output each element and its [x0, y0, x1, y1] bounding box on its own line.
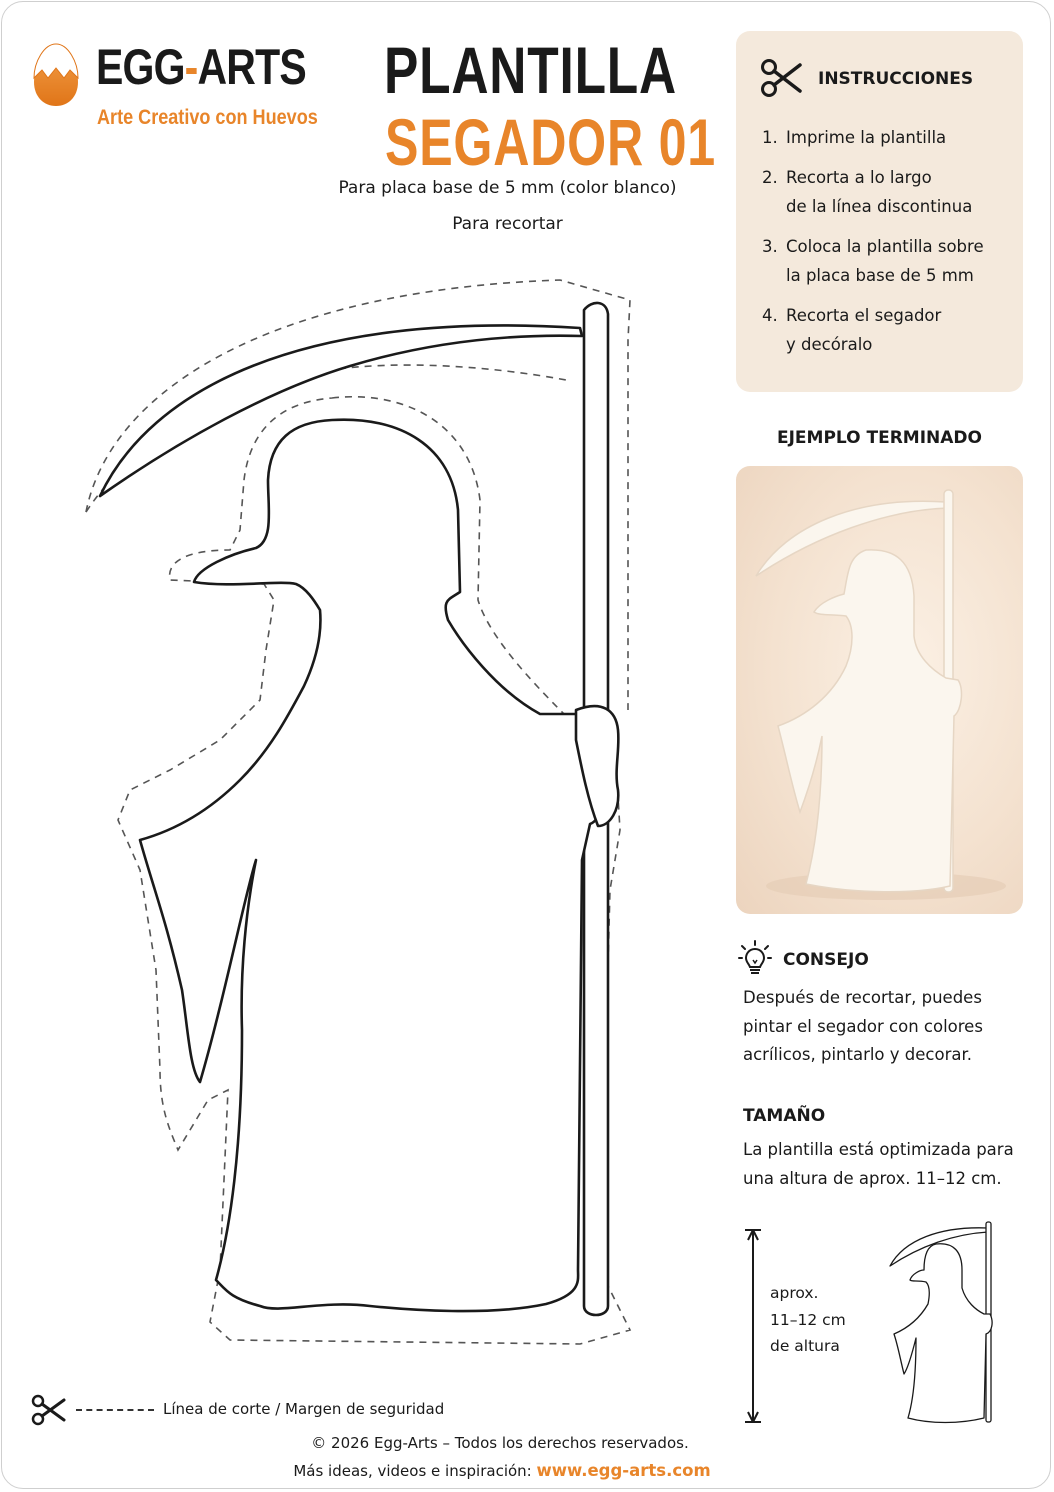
tip-text: Después de recortar, puedes pintar el segador con colores acrílicos, pintarlo y decorar.: [743, 988, 983, 1064]
reaper-size-figure: [880, 1218, 1000, 1428]
lightbulb-icon: [738, 940, 772, 976]
instruction-step: 4. Recorta el segador y decóralo: [762, 306, 942, 354]
brand-tagline: Arte Creativo con Huevos: [97, 106, 318, 129]
cut-note: Para recortar: [452, 214, 563, 234]
instructions-steps: [762, 123, 984, 370]
footer-more-info: Más ideas, videos e inspiración: www.egg-arts.com: [293, 1461, 711, 1480]
base-plate-note: Para placa base de 5 mm (color blanco): [338, 178, 677, 198]
brand-name: EGG-ARTS: [96, 39, 306, 95]
dashed-line-sample: [76, 1409, 154, 1411]
page-subtitle-name: SEGADOR 01: [385, 105, 716, 179]
footer-copyright: © 2026 Egg-Arts – Todos los derechos reservados.: [311, 1434, 689, 1452]
reaper-template-figure: [70, 270, 650, 1350]
egg-logo-icon: [32, 42, 80, 108]
height-arrow-icon: [740, 1226, 766, 1426]
instruction-step: 2. Recorta a lo largo de la línea discontinua: [762, 168, 973, 216]
instructions-panel: [736, 31, 1023, 392]
size-text: La plantilla está optimizada para una altura de aprox. 11–12 cm.: [743, 1140, 1014, 1188]
instruction-step: 3. Coloca la plantilla sobre la placa base de 5 mm: [762, 237, 984, 285]
instructions-title: INSTRUCCIONES: [818, 69, 974, 89]
scissors-icon: [760, 57, 802, 99]
tip-title: CONSEJO: [783, 950, 869, 970]
height-label: aprox. 11–12 cm de altura: [770, 1284, 846, 1355]
example-title: EJEMPLO TERMINADO: [776, 428, 982, 448]
scissors-icon: [30, 1394, 66, 1426]
size-title: TAMAÑO: [743, 1106, 826, 1126]
instruction-step: 1. Imprime la plantilla: [762, 128, 947, 147]
finished-reaper-image: [736, 466, 1023, 914]
finished-example-photo: [736, 466, 1023, 914]
page-title: PLANTILLA: [384, 33, 677, 107]
reaper-outline: [100, 303, 618, 1315]
website-link[interactable]: www.egg-arts.com: [536, 1461, 711, 1480]
legend-text: Línea de corte / Margen de seguridad: [163, 1400, 445, 1418]
